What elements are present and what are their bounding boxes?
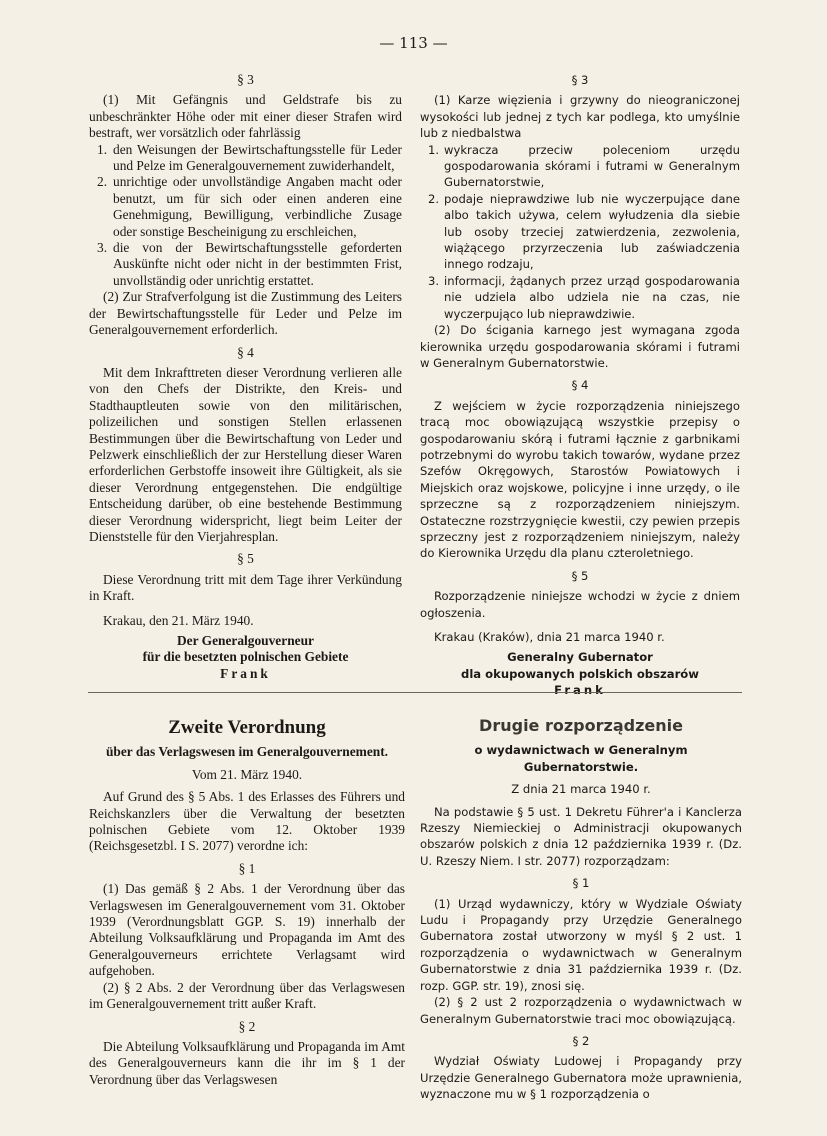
ordinance-subtitle: über das Verlagswesen im Generalgouvernement. [105, 744, 389, 760]
paragraph: (1) Urząd wydawniczy, który w Wydziale Oświaty Ludu i Propagandy przy Urzędzie Generalnego Gubernatora został utworzony w myśl § 2 ust. 1 rozporządzenia o wydawnictwach w Generalnym Gubernatorstwie z dnia 31 października 1939 r. (Dz. rozp. GGP. str. 19), znosi się. [420, 896, 742, 993]
ordinance-title: Drugie rozporządzenie [479, 716, 683, 735]
german-column-top [89, 66, 402, 682]
section-heading: § 3 [237, 72, 254, 87]
numbered-list [89, 142, 402, 290]
signature-name: Frank [220, 665, 271, 681]
list-item: 1. wykracza przeciw poleceniom urzędu gospodarowania skórami i futrami w Generalnym Gubernatorstwie, [428, 142, 740, 190]
list-item: 1. den Weisungen der Bewirtschaftungsstelle für Leder und Pelze im Generalgouvernement zuwiderhandelt, [97, 141, 402, 174]
paragraph: Wydział Oświaty Ludowej i Propagandy przy Urzędzie Generalnego Gubernatora może uprawnienia, wyznaczone mu w § 1 rozporządzenia o [420, 1054, 742, 1102]
paragraph: (1) Mit Gefängnis und Geldstrafe bis zu unbeschränkter Höhe oder mit einer dieser Strafen wird bestraft, wer vorsätzlich oder fahrlässig [89, 92, 402, 141]
paragraph: (2) Do ścigania karnego jest wymagana zgoda kierownika urzędu gospodarowania skórami i futrami w Generalnym Gubernatorstwie. [420, 323, 740, 370]
signature-subtitle: dla okupowanych polskich obszarów [461, 666, 699, 681]
section-heading: § 3 [571, 73, 589, 87]
section-heading: § 1 [572, 876, 590, 891]
place-date: Krakau, den 21. März 1940. [103, 612, 254, 628]
german-column-bottom [89, 718, 405, 1088]
paragraph: Mit dem Inkrafttreten dieser Verordnung verlieren alle von den Chefs der Distrikte, den Kreis- und Stadthauptleuten sowie von den militärischen, polizeilichen und sonstigen Stellen erlassenen Bestimmungen über die Bewirtschaftung von Leder und Pelzwerk einschließlich der zur Herstellung dieser Waren erforderlichen Gerbstoffe insoweit ihre Gültigkeit, als sie dieser Verordnung entgegenstehen. Die endgültige Entscheidung darüber, ob eine bestehende Bestimmung dieser Verordnung widerspricht, liegt beim Leiter der Dienststelle für den Vierjahresplan. [89, 364, 402, 544]
list-item-text: unrichtige oder unvollständige Angaben macht oder benutzt, um für sich oder einen anderen eine Genehmigung, Bewilligung, verbindliche Zusage oder sonstige Bescheinigung zu erschleichen, [113, 174, 402, 239]
list-item: 2. podaje nieprawdziwe lub nie wyczerpujące dane albo takich używa, celem wyłudzenia dla siebie lub osoby trzeciej zatwierdzenia, zezwolenia, wiążącego przyrzeczenia lub zaświadczenia innego rodzaju, [428, 191, 740, 272]
paragraph: (1) Das gemäß § 2 Abs. 1 der Verordnung über das Verlagswesen im Generalgouvernement vom 31. Oktober 1939 (Verordnungsblatt GGP. S. 19) innerhalb der Abteilung Volksaufklärung und Propaganda im Amt des Generalgouverneurs errichtete Verlagsamt wird aufgehoben. [89, 881, 405, 979]
list-item-text: wykracza przeciw poleceniom urzędu gospodarowania skórami i futrami w Generalnym Gubernatorstwie, [444, 142, 740, 190]
list-item-text: den Weisungen der Bewirtschaftungsstelle für Leder und Pelze im Generalgouvernement zuwiderhandelt, [113, 141, 402, 174]
paragraph: (2) § 2 Abs. 2 der Verordnung über das Verlagswesen im Generalgouvernement tritt außer Kraft. [89, 979, 405, 1012]
signature-name: Frank [554, 683, 606, 698]
signature-subtitle: für die besetzten polnischen Gebiete [142, 649, 349, 665]
section-heading: § 2 [238, 1018, 256, 1034]
section-heading: § 2 [572, 1033, 590, 1048]
place-date: Krakau (Kraków), dnia 21 marca 1940 r. [434, 630, 665, 644]
numbered-list [420, 142, 740, 322]
section-heading: § 5 [571, 568, 589, 583]
polish-column-bottom [420, 718, 742, 1103]
paragraph: Z wejściem w życie rozporządzenia niniejszego tracą moc obowiązującą wszystkie przepisy o gospodarowaniu skórą i futrami łącznie z garbnikami potrzebnymi do wyrobu takich towarów, wydane przez Szefów Okręgowych, Starostów Powiatowych i Miejskich oraz wojskowe, policyjne i inne urzędy, o ile sprzeczne są z rozporządzeniem niniejszym. Ostateczne rozstrzygnięcie kwestii, czy pewien przepis sprzeczny jest z rozporządzeniem niniejszym, należy do Kierownika Urzędu dla planu czteroletniego. [420, 398, 740, 561]
horizontal-divider [88, 692, 742, 693]
section-heading: § 1 [238, 860, 256, 876]
ordinance-date: Vom 21. März 1940. [191, 766, 303, 782]
section-heading: § 5 [237, 551, 254, 567]
paragraph: Diese Verordnung tritt mit dem Tage ihrer Verkündung in Kraft. [89, 571, 402, 604]
ordinance-title: Zweite Verordnung [168, 717, 326, 738]
list-item-text: informacji, żądanych przez urząd gospodarowania nie udziela albo udziela nie na czas, nie wyczerpująco lub nieprawdziwie. [444, 273, 740, 321]
list-item-text: die von der Bewirtschaftungsstelle geforderten Auskünfte nicht oder nicht in der bestimmten Frist, unvollständig oder unrichtig erstattet. [113, 240, 402, 288]
ordinance-date: Z dnia 21 marca 1940 r. [511, 782, 651, 797]
paragraph: Na podstawie § 5 ust. 1 Dekretu Führer'a i Kanclerza Rzeszy Niemieckiej o Administracji okupowanych obszarów polskich z dnia 12 października 1939 r. (Dz. U. Rzeszy Niem. I str. 2077) rozporządzam: [420, 804, 742, 868]
signature-title: Generalny Gubernator [507, 650, 653, 665]
signature-title: Der Generalgouverneur [177, 633, 314, 648]
paragraph: (2) Zur Strafverfolgung ist die Zustimmung des Leiters der Bewirtschaftungsstelle für Leder und Pelze im Generalgouvernement erforderlich. [89, 289, 402, 338]
paragraph: Rozporządzenie niniejsze wchodzi w życie z dniem ogłoszenia. [420, 589, 740, 620]
list-item: 3. informacji, żądanych przez urząd gospodarowania nie udziela albo udziela nie na czas, nie wyczerpująco lub nieprawdziwie. [428, 273, 740, 321]
polish-column-top [420, 66, 740, 699]
list-item: 3. die von der Bewirtschaftungsstelle geforderten Auskünfte nicht oder nicht in der bestimmten Frist, unvollständig oder unrichtig erstattet. [97, 240, 402, 288]
section-heading: § 4 [237, 344, 254, 360]
paragraph: Auf Grund des § 5 Abs. 1 des Erlasses des Führers und Reichskanzlers über die Verwaltung der besetzten polnischen Gebiete vom 12. Oktober 1939 (Reichsgesetzbl. I S. 2077) verordne ich: [89, 789, 405, 854]
paragraph: (2) § 2 ust 2 rozporządzenia o wydawnictwach w Generalnym Gubernatorstwie traci moc obowiązującą. [420, 995, 742, 1026]
list-item-text: podaje nieprawdziwe lub nie wyczerpujące dane albo takich używa, celem wyłudzenia dla siebie lub osoby trzeciej zatwierdzenia, zezwolenia, wiążącego przyrzeczenia lub zaświadczenia innego rodzaju, [444, 191, 740, 272]
ordinance-subtitle: o wydawnictwach w Generalnym Gubernatorstwie. [474, 743, 688, 774]
list-item: 2. unrichtige oder unvollständige Angaben macht oder benutzt, um für sich oder einen anderen eine Genehmigung, Bewilligung, verbindliche Zusage oder sonstige Bescheinigung zu erschleichen, [97, 174, 402, 239]
paragraph: (1) Karze więzienia i grzywny do nieograniczonej wysokości lub jednej z tych kar podlega, kto umyślnie lub z niedbalstwa [420, 93, 740, 141]
paragraph: Die Abteilung Volksaufklärung und Propaganda im Amt des Generalgouverneurs kann die ihr im § 1 der Verordnung über das Verlagswesen [89, 1038, 405, 1087]
section-heading: § 4 [571, 378, 589, 393]
page-number: — 113 — [379, 34, 448, 52]
